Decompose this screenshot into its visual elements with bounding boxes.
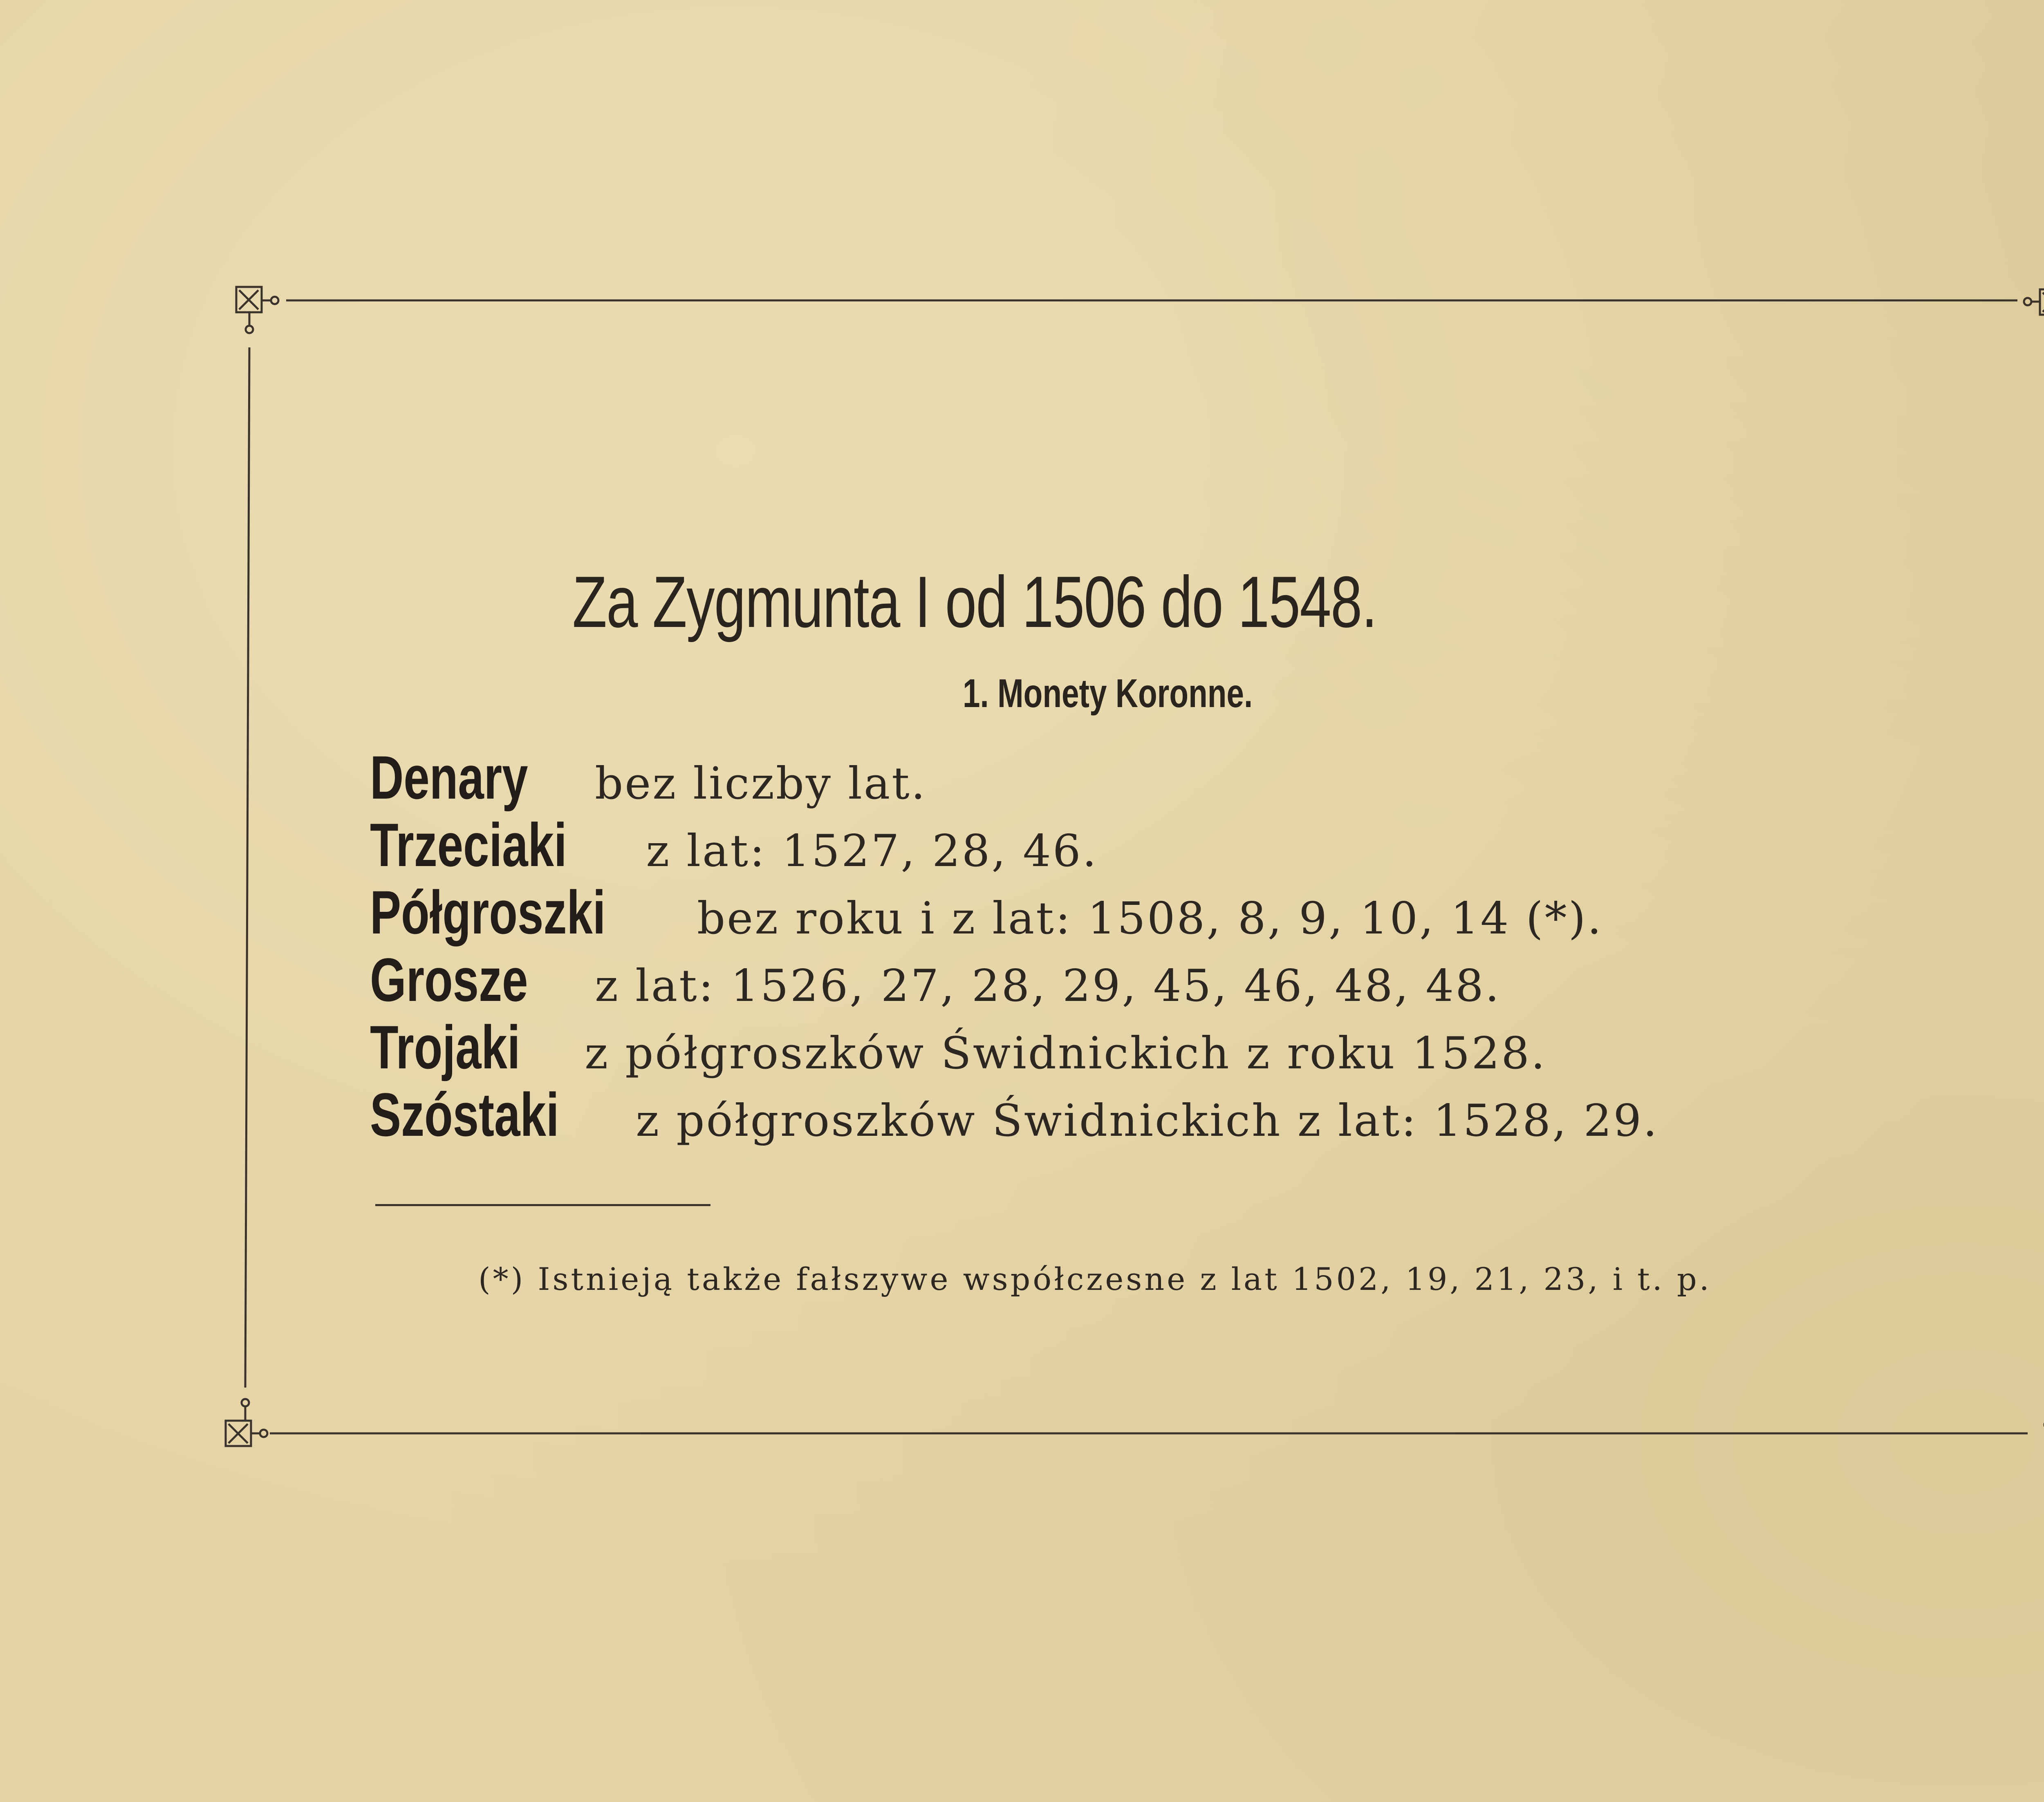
coin-name: Trojaki bbox=[370, 1013, 520, 1081]
page-title: Za Zygmunta I od 1506 do 1548. bbox=[572, 561, 1377, 642]
footnote: (*) Istnieją także fałszywe współczesne z lat 1502, 19, 21, 23, i t. p. bbox=[478, 1261, 1712, 1297]
coin-name: Szóstaki bbox=[370, 1080, 559, 1149]
coin-name: Denary bbox=[370, 743, 528, 812]
coin-entry-polgroszki bbox=[370, 879, 2044, 946]
coin-entry-denary bbox=[370, 744, 2044, 811]
coin-name: Półgroszki bbox=[370, 878, 606, 947]
coin-detail: bez roku i z lat: 1508, 8, 9, 10, 14 (*). bbox=[697, 893, 1603, 944]
corner-ornament-bottom-left bbox=[226, 1399, 267, 1446]
coin-entry-trojaki bbox=[370, 1014, 2044, 1081]
footnote-separator bbox=[375, 1204, 710, 1206]
coin-detail: bez liczby lat. bbox=[595, 758, 927, 809]
coin-detail: z półgroszków Świdnickich z roku 1528. bbox=[585, 1028, 1547, 1079]
coin-entry-szostaki bbox=[370, 1081, 2044, 1148]
coin-name: Grosze bbox=[370, 945, 528, 1014]
coin-list bbox=[370, 744, 2044, 1148]
coin-detail: z półgroszków Świdnickich z lat: 1528, 29. bbox=[636, 1095, 1659, 1146]
coin-entry-trzeciaki bbox=[370, 811, 2044, 879]
coin-name: Trzeciaki bbox=[370, 810, 567, 879]
corner-ornament-top-right bbox=[2024, 289, 2044, 334]
corner-ornament-top-left bbox=[236, 287, 278, 333]
coin-entry-grosze bbox=[370, 946, 2044, 1014]
section-heading: 1. Monety Koronne. bbox=[963, 671, 1253, 716]
coin-detail: z lat: 1527, 28, 46. bbox=[646, 826, 1098, 877]
coin-detail: z lat: 1526, 27, 28, 29, 45, 46, 48, 48. bbox=[595, 960, 1501, 1012]
frame-left-rule bbox=[245, 347, 249, 1388]
